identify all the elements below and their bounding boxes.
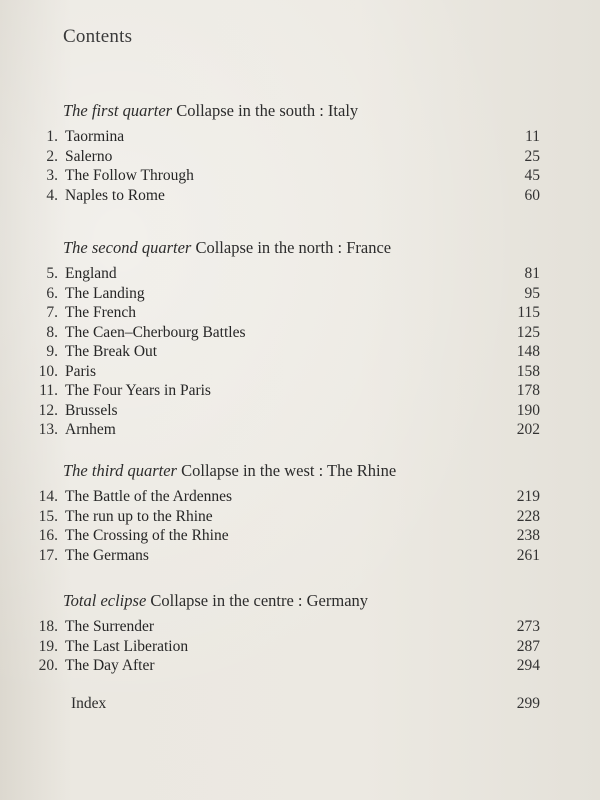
chapter-number: 16. <box>38 527 58 544</box>
page-number: 81 <box>524 265 540 282</box>
toc-entry <box>0 617 600 637</box>
chapter-list <box>0 487 600 565</box>
chapter-number: 18. <box>38 618 58 635</box>
page-number: 115 <box>517 304 540 321</box>
chapter-title: The Last Liberation <box>65 637 189 655</box>
page-number: 148 <box>516 343 540 360</box>
chapter-number: 6. <box>46 284 58 302</box>
index-label: Index <box>71 695 107 712</box>
chapter-number: 7. <box>46 304 58 321</box>
chapter-title: Arnhem <box>65 421 116 438</box>
toc-entry <box>0 186 600 206</box>
index-page-number: 299 <box>516 695 540 712</box>
toc-entry <box>0 507 600 527</box>
page-number: 228 <box>516 507 540 525</box>
chapter-number: 19. <box>38 637 58 655</box>
toc-entry <box>0 420 600 440</box>
page-number: 95 <box>524 284 540 302</box>
page-number: 294 <box>516 657 540 674</box>
page-number: 202 <box>516 421 540 438</box>
section-heading-italic: Total eclipse <box>63 591 147 610</box>
chapter-title: The Day After <box>65 657 155 674</box>
page-title: Contents <box>63 26 133 47</box>
toc-entry <box>0 656 600 676</box>
chapter-number: 2. <box>46 147 58 165</box>
toc-entry <box>0 401 600 421</box>
page-number: 287 <box>516 637 540 655</box>
chapter-title: The Landing <box>65 284 145 302</box>
toc-entry <box>0 526 600 546</box>
toc-entry <box>0 546 600 566</box>
chapter-number: 9. <box>46 343 58 360</box>
chapter-title: Paris <box>65 362 96 380</box>
section-heading-italic: The third quarter <box>63 461 177 480</box>
section-heading <box>63 101 358 121</box>
page-number: 178 <box>516 382 540 399</box>
chapter-number: 10. <box>38 362 58 380</box>
chapter-title: Naples to Rome <box>65 186 165 204</box>
section-heading-text: Collapse in the north : France <box>195 238 392 257</box>
section-heading-text: Collapse in the south : Italy <box>176 101 359 120</box>
chapter-number: 11. <box>39 382 58 399</box>
page-number: 238 <box>516 527 540 544</box>
toc-entry <box>0 147 600 167</box>
section-heading <box>63 591 368 611</box>
chapter-title: Salerno <box>65 147 113 165</box>
chapter-title: The Battle of the Ardennes <box>65 488 233 505</box>
section-heading-text: Collapse in the west : The Rhine <box>181 461 397 480</box>
page-number: 273 <box>516 618 540 635</box>
toc-entry <box>0 284 600 304</box>
toc-entry <box>0 323 600 343</box>
page-number: 125 <box>516 323 540 341</box>
chapter-list <box>0 264 600 440</box>
toc-entry <box>0 303 600 323</box>
chapter-number: 8. <box>46 323 58 341</box>
chapter-title: The French <box>65 304 137 321</box>
toc-entry <box>0 487 600 507</box>
page-number: 11 <box>525 128 540 145</box>
page-number: 25 <box>524 147 540 165</box>
section-heading <box>63 238 391 258</box>
chapter-title: Brussels <box>65 401 118 419</box>
chapter-number: 1. <box>46 128 58 145</box>
toc-entry <box>0 362 600 382</box>
chapter-list <box>0 617 600 676</box>
chapter-number: 17. <box>38 546 58 564</box>
toc-entry <box>0 381 600 401</box>
chapter-title: The Germans <box>65 546 149 564</box>
toc-entry <box>0 637 600 657</box>
chapter-title: The Break Out <box>65 343 158 360</box>
chapter-title: The Surrender <box>65 618 155 635</box>
toc-entry <box>0 342 600 362</box>
section-heading <box>63 461 396 481</box>
page-number: 45 <box>524 167 540 184</box>
chapter-title: The Four Years in Paris <box>65 382 211 399</box>
page-number: 261 <box>516 546 540 564</box>
page-number: 190 <box>516 401 540 419</box>
toc-entry <box>0 127 600 147</box>
chapter-number: 5. <box>46 265 58 282</box>
page-number: 219 <box>516 488 540 505</box>
chapter-title: The Follow Through <box>65 167 194 184</box>
section-heading-text: Collapse in the centre : Germany <box>150 591 369 610</box>
index-entry <box>0 694 600 714</box>
chapter-number: 14. <box>38 488 58 505</box>
chapter-number: 15. <box>38 507 58 525</box>
chapter-number: 20. <box>38 657 58 674</box>
chapter-title: The run up to the Rhine <box>65 507 213 525</box>
toc-entry <box>0 264 600 284</box>
chapter-number: 13. <box>38 421 58 438</box>
chapter-number: 12. <box>38 401 58 419</box>
page-number: 60 <box>524 186 540 204</box>
chapter-number: 3. <box>46 167 58 184</box>
chapter-title: The Crossing of the Rhine <box>65 527 229 544</box>
chapter-title: Taormina <box>65 128 125 145</box>
chapter-number: 4. <box>46 186 58 204</box>
chapter-list <box>0 127 600 205</box>
page-number: 158 <box>516 362 540 380</box>
section-heading-italic: The first quarter <box>63 101 173 120</box>
section-heading-italic: The second quarter <box>63 238 192 257</box>
toc-entry <box>0 166 600 186</box>
chapter-title: The Caen–Cherbourg Battles <box>65 323 246 341</box>
chapter-title: England <box>65 265 117 282</box>
